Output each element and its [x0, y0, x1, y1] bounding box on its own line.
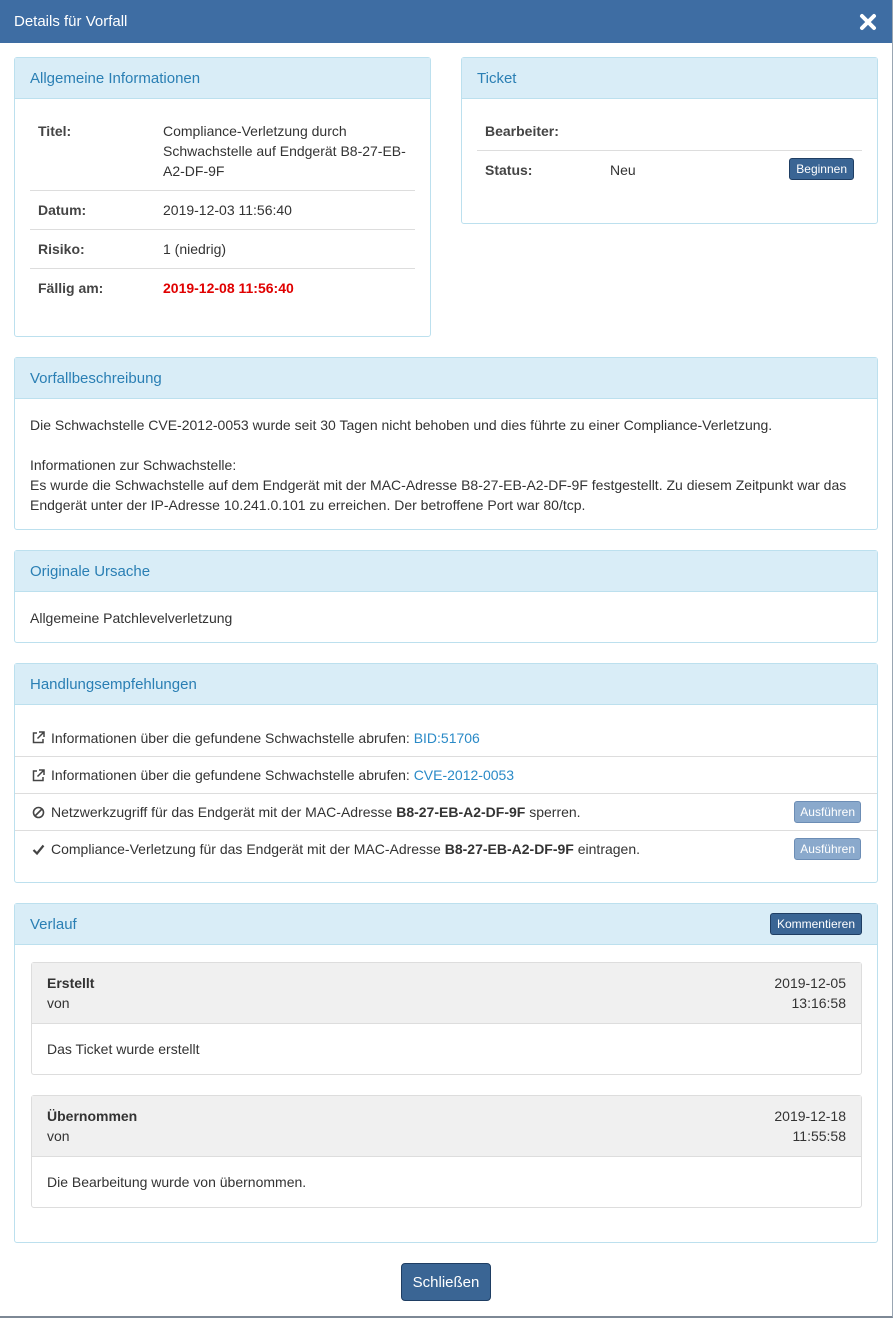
general-info-table	[30, 112, 415, 307]
date-row	[30, 191, 415, 230]
external-link-icon	[31, 768, 45, 782]
ticket-panel	[461, 57, 878, 224]
recommendations-panel	[14, 663, 878, 883]
description-line: Die Schwachstelle CVE-2012-0053 wurde seit 30 Tagen nicht behoben und dies führte zu einer Compliance-Verletzung.	[30, 417, 773, 433]
start-button[interactable]: Beginnen	[789, 158, 854, 180]
date-label: Datum:	[30, 191, 155, 230]
description-body	[15, 399, 877, 531]
recommendation-item	[15, 793, 877, 830]
recommendations-title: Handlungsempfehlungen	[30, 675, 197, 693]
general-info-title: Allgemeine Informationen	[30, 69, 201, 87]
recommendation-text-before: Netzwerkzugriff für das Endgerät mit der MAC-Adresse	[51, 804, 397, 820]
title-row	[30, 112, 415, 191]
cve-link[interactable]: CVE-2012-0053	[413, 767, 515, 783]
recommendation-text: Informationen über die gefundene Schwachstelle abrufen:	[51, 729, 414, 746]
cause-panel	[14, 550, 878, 643]
risk-label: Risiko:	[30, 230, 155, 269]
modal-header	[0, 0, 892, 43]
history-entry-time: 13:16:58	[791, 995, 846, 1011]
comment-button[interactable]: Kommentieren	[770, 913, 862, 935]
mac-address: B8-27-EB-A2-DF-9F	[444, 841, 574, 857]
execute-block-button[interactable]: Ausführen	[794, 801, 861, 823]
history-entry-author: von	[47, 1128, 70, 1144]
date-value: 2019-12-03 11:56:40	[155, 191, 415, 230]
history-entry-time: 11:55:58	[792, 1128, 846, 1144]
recommendation-item	[15, 830, 877, 867]
mac-address: B8-27-EB-A2-DF-9F	[396, 804, 526, 820]
risk-row	[30, 230, 415, 269]
cause-text: Allgemeine Patchlevelverletzung	[30, 610, 233, 626]
history-heading	[15, 904, 877, 945]
assignee-value	[602, 112, 691, 151]
recommendation-text-after: sperren.	[525, 804, 581, 820]
recommendation-text-after: eintragen.	[573, 841, 641, 857]
recommendation-text-before: Compliance-Verletzung für das Endgerät mit der MAC-Adresse	[51, 841, 445, 857]
due-label: Fällig am:	[30, 269, 155, 308]
recommendation-text: Informationen über die gefundene Schwachstelle abrufen:	[51, 767, 414, 783]
ban-icon	[31, 805, 45, 819]
general-info-heading	[15, 58, 430, 99]
history-entry-date: 2019-12-18	[774, 1108, 846, 1124]
history-entry-title: Erstellt	[47, 975, 95, 991]
description-panel	[14, 357, 878, 530]
assignee-row	[477, 112, 862, 151]
ticket-title: Ticket	[477, 69, 517, 87]
history-entry-author: von	[47, 995, 70, 1011]
history-entry	[31, 962, 862, 1075]
description-heading	[15, 358, 877, 399]
status-value: Neu	[602, 151, 691, 190]
description-title: Vorfallbeschreibung	[30, 369, 162, 387]
recommendations-heading	[15, 664, 877, 705]
general-info-panel	[14, 57, 431, 337]
history-entry-header	[32, 1096, 861, 1157]
history-panel	[14, 903, 878, 1243]
status-row	[477, 151, 862, 190]
history-entry-text: Die Bearbeitung wurde von übernommen.	[47, 1174, 307, 1190]
title-value: Compliance-Verletzung durch Schwachstelle auf Endgerät B8-27-EB-A2-DF-9F	[163, 123, 406, 179]
risk-value: 1 (niedrig)	[155, 230, 415, 269]
vuln-info-text: Es wurde die Schwachstelle auf dem Endgerät mit der MAC-Adresse B8-27-EB-A2-DF-9F festgestellt. Zu diesem Zeitpunkt war das Endgerät unter der IP-Adresse 10.241.0.101 zu erreichen. Der betroffene Port war 80/tcp.	[30, 477, 847, 513]
history-title: Verlauf	[30, 915, 77, 933]
assignee-label: Bearbeiter:	[485, 123, 559, 139]
due-value: 2019-12-08 11:56:40	[155, 269, 415, 308]
close-icon[interactable]	[858, 12, 878, 32]
title-label: Titel:	[38, 123, 72, 139]
check-icon	[31, 842, 45, 856]
cause-heading	[15, 551, 877, 592]
bid-link[interactable]: BID:51706	[413, 729, 480, 746]
due-row	[30, 269, 415, 308]
external-link-icon	[31, 731, 45, 745]
recommendation-item	[15, 756, 877, 793]
history-entry-text: Das Ticket wurde erstellt	[47, 1041, 200, 1057]
history-entry-header	[32, 963, 861, 1024]
history-entry-date: 2019-12-05	[774, 975, 846, 991]
ticket-heading	[462, 58, 877, 99]
vuln-info-title: Informationen zur Schwachstelle:	[30, 457, 237, 473]
modal-title: Details für Vorfall	[14, 13, 128, 30]
execute-compliance-button[interactable]: Ausführen	[794, 838, 861, 860]
history-entry	[31, 1095, 862, 1208]
recommendation-item	[15, 719, 877, 756]
close-button[interactable]: Schließen	[401, 1263, 491, 1301]
history-entry-title: Übernommen	[47, 1108, 138, 1124]
ticket-table	[477, 112, 862, 189]
cause-title: Originale Ursache	[30, 562, 151, 580]
status-label: Status:	[477, 151, 602, 190]
